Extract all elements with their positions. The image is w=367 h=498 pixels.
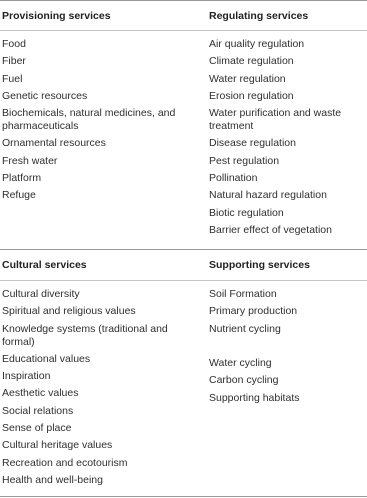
regulating-services-list: [209, 38, 367, 241]
regulating-item: Climate regulation: [209, 55, 294, 68]
header-rule-2: [0, 280, 367, 281]
provisioning-services-list: [2, 38, 192, 207]
provisioning-item: Ornamental resources: [2, 137, 106, 150]
cultural-item: Cultural heritage values: [2, 439, 113, 452]
provisioning-item: Refuge: [2, 189, 36, 202]
regulating-item: Barrier effect of vegetation: [209, 223, 332, 236]
cultural-item: Inspiration: [2, 370, 51, 383]
cultural-item: Sense of place: [2, 422, 72, 435]
provisioning-item: Fuel: [2, 72, 23, 85]
cultural-item: Health and well-being: [2, 473, 103, 486]
regulating-item: Disease regulation: [209, 137, 296, 150]
top-rule: [0, 0, 367, 1]
supporting-item: Nutrient cycling: [209, 322, 281, 335]
regulating-services-header: Regulating services: [209, 10, 309, 22]
cultural-services-header: Cultural services: [2, 259, 87, 271]
provisioning-item: Platform: [2, 172, 42, 185]
regulating-item: Erosion regulation: [209, 89, 294, 102]
supporting-item: Soil Formation: [209, 288, 277, 300]
provisioning-item: Fiber: [2, 55, 26, 68]
regulating-item: Pest regulation: [209, 154, 280, 167]
supporting-services-list: [209, 288, 367, 409]
provisioning-item: Biochemicals, natural medicines, and pharmaceuticals: [2, 107, 176, 133]
cultural-item: Aesthetic values: [2, 387, 79, 400]
supporting-services-header: Supporting services: [209, 259, 310, 271]
provisioning-item: Genetic resources: [2, 89, 88, 102]
supporting-item: Supporting habitats: [209, 391, 300, 404]
cultural-item: Cultural diversity: [2, 288, 80, 300]
provisioning-item: Fresh water: [2, 154, 58, 167]
supporting-item: Carbon cycling: [209, 374, 279, 387]
supporting-item-spacer: [209, 340, 367, 353]
provisioning-item: Food: [2, 38, 26, 50]
supporting-item: Water cycling: [209, 357, 272, 370]
cultural-services-list: [2, 288, 192, 491]
regulating-item: Air quality regulation: [209, 38, 305, 50]
section-rule: [0, 249, 367, 250]
cultural-item: Spiritual and religious values: [2, 305, 136, 318]
regulating-item: Biotic regulation: [209, 206, 284, 219]
regulating-item: Pollination: [209, 172, 258, 185]
cultural-item: Social relations: [2, 404, 74, 417]
cultural-item: Recreation and ecotourism: [2, 456, 128, 469]
regulating-item: Water regulation: [209, 72, 286, 85]
regulating-item: Water purification and waste treatment: [209, 107, 342, 133]
cultural-item: Educational values: [2, 352, 91, 365]
bottom-rule: [0, 496, 367, 497]
header-rule: [0, 30, 367, 31]
supporting-item: Primary production: [209, 305, 298, 318]
provisioning-services-header: Provisioning services: [2, 10, 111, 22]
cultural-item: Knowledge systems (traditional and formal): [2, 322, 168, 348]
regulating-item: Natural hazard regulation: [209, 189, 327, 202]
